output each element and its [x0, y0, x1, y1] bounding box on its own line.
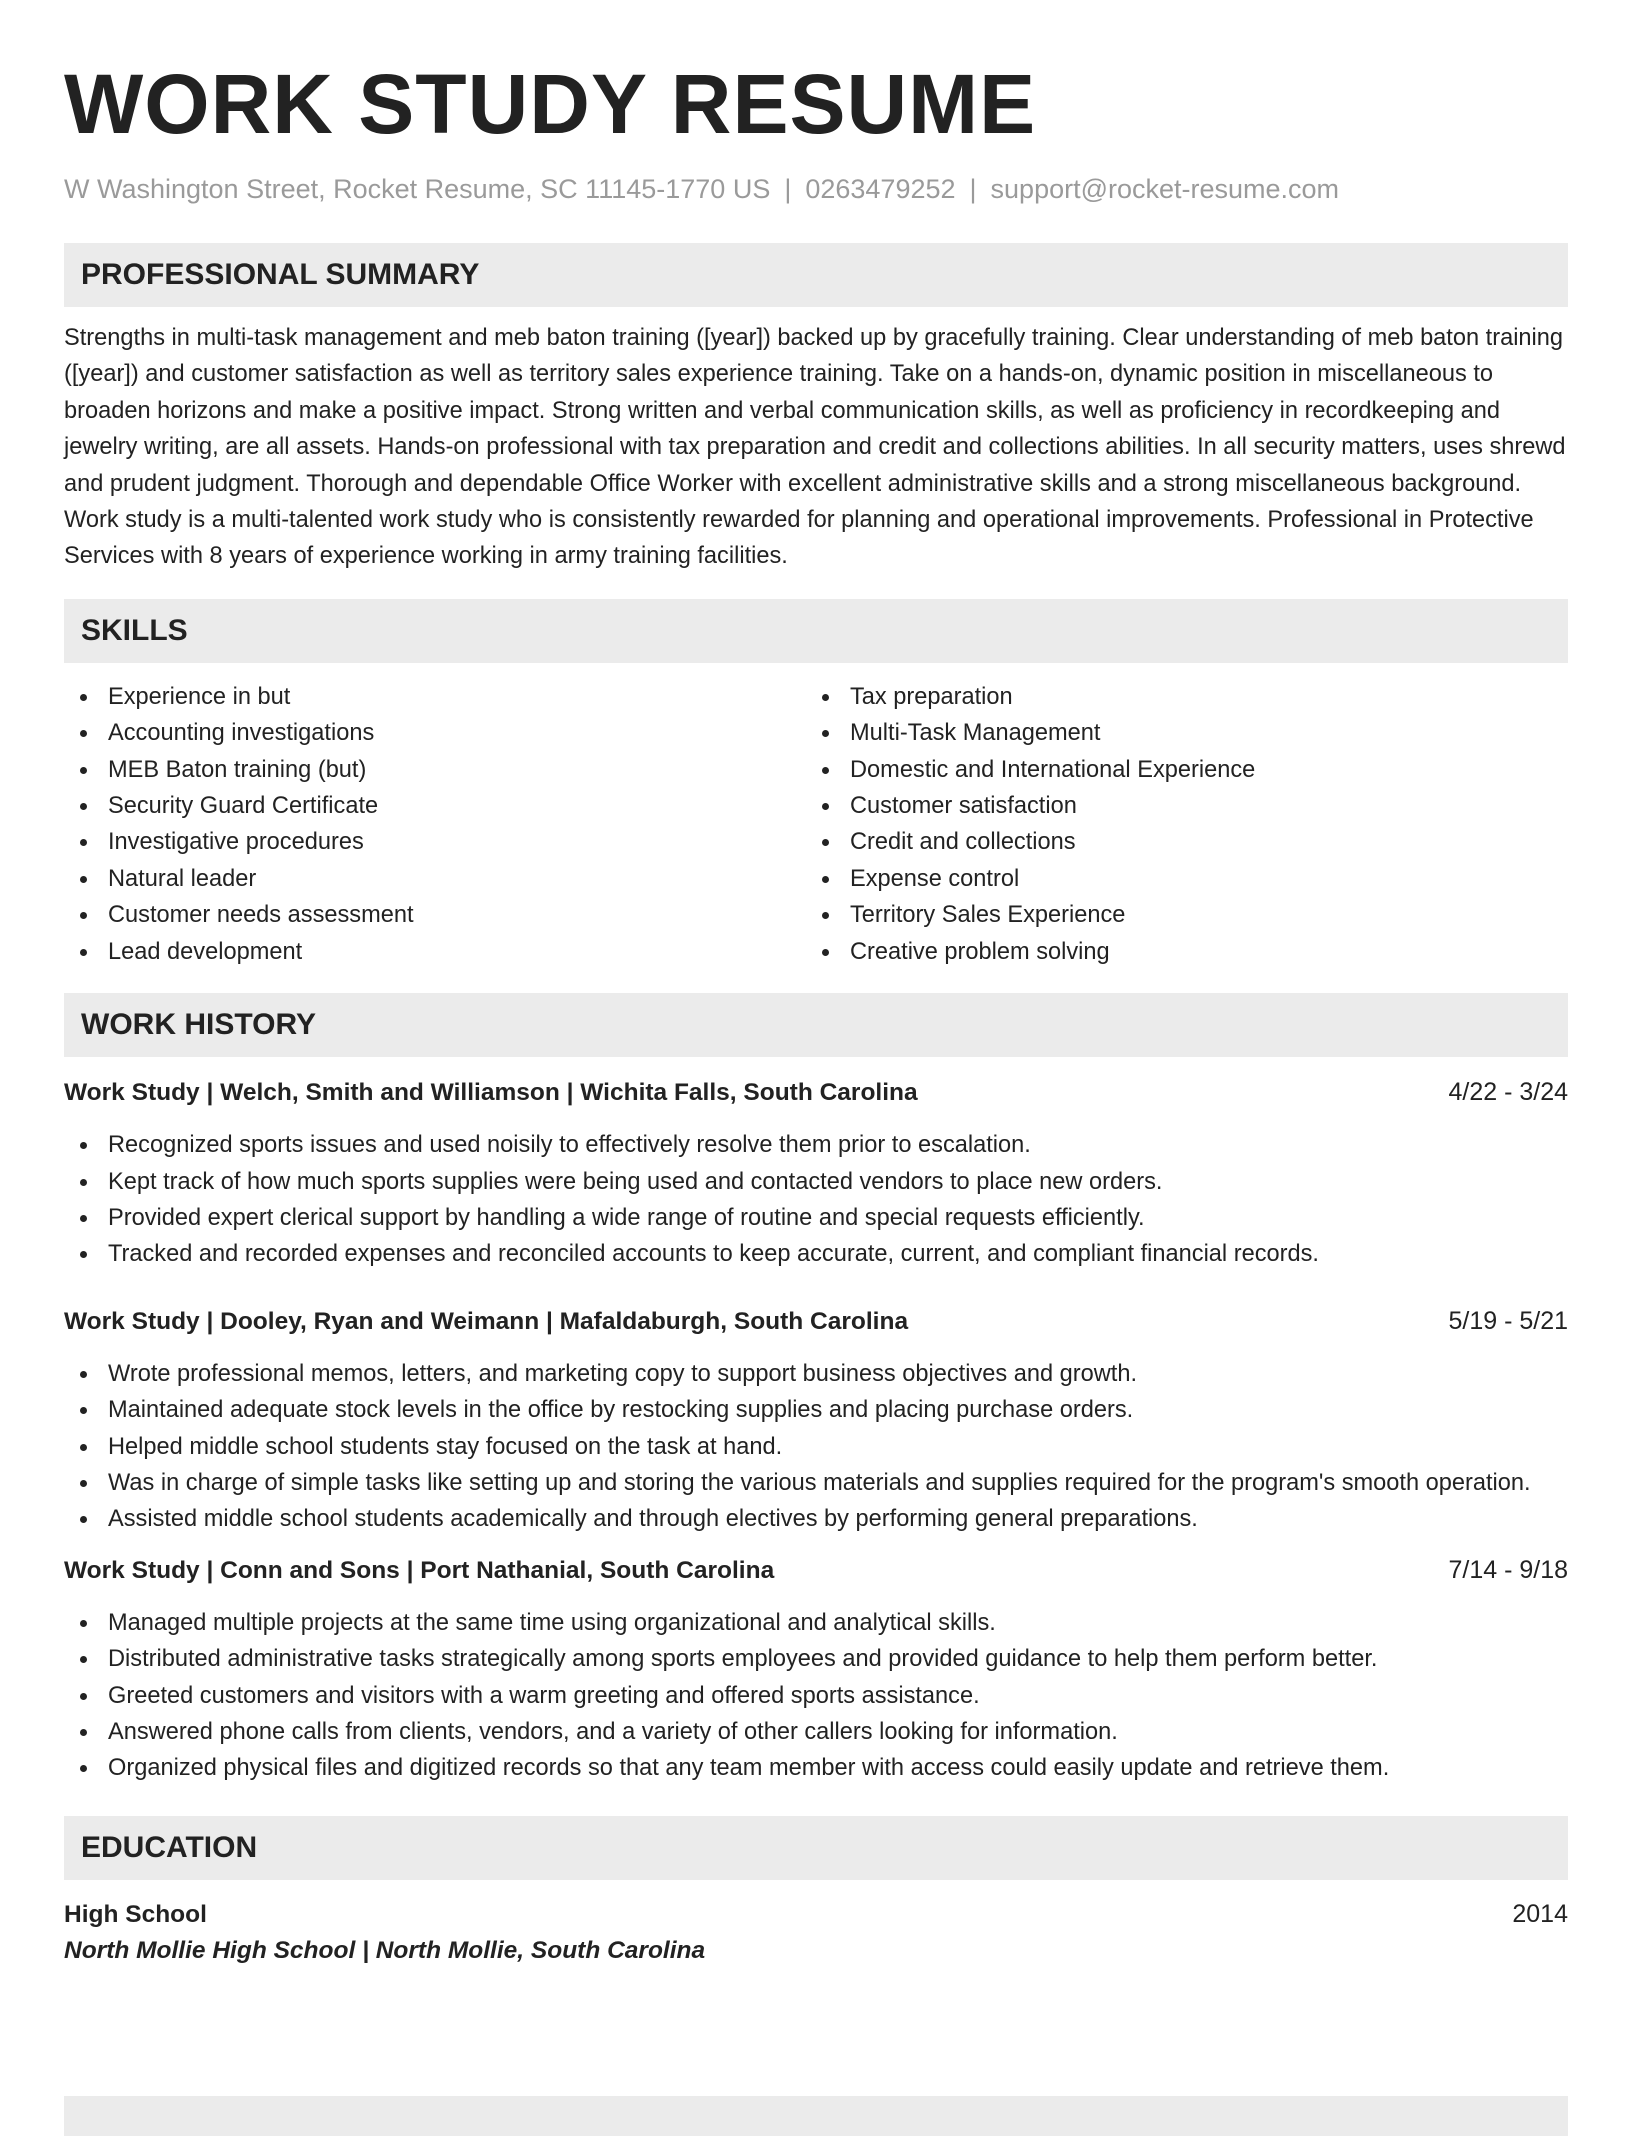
job-entry [64, 1303, 1568, 1538]
job-bullet: Helped middle school students stay focused on the task at hand. [64, 1429, 1568, 1465]
job-bullet: Greeted customers and visitors with a warm greeting and offered sports assistance. [64, 1678, 1568, 1714]
skills-column-left [64, 679, 806, 970]
contact-separator: | [969, 174, 977, 204]
skill-item: Lead development [64, 934, 806, 970]
summary-text: Strengths in multi-task management and meb baton training ([year]) backed up by gracefully training. Clear understanding of meb baton training ([year]) and customer satisfaction as well as territory sales experience training. Take on a hands-on, dynamic position in miscellaneous to broaden horizons and make a positive impact. Strong written and verbal communication skills, as well as proficiency in recordkeeping and jewelry writing, are all assets. Hands-on professional with tax preparation and credit and collections abilities. In all security matters, uses shrewd and prudent judgment. Thorough and dependable Office Worker with excellent administrative skills and a strong miscellaneous background. Work study is a multi-talented work study who is consistently rewarded for planning and operational improvements. Professional in Protective Services with 8 years of experience working in army training facilities. [64, 325, 1566, 570]
job-header [64, 1074, 1568, 1111]
skills-list [64, 679, 1568, 970]
education-school: North Mollie High School | North Mollie, South Carolina [64, 1936, 706, 1964]
education-header [64, 1896, 1568, 1933]
skill-item: Customer needs assessment [64, 897, 806, 933]
job-bullet: Assisted middle school students academically and through electives by performing general preparations. [64, 1501, 1568, 1537]
skill-item: Investigative procedures [64, 824, 806, 860]
job-bullet: Was in charge of simple tasks like setting up and storing the various materials and supplies required for the program's smooth operation. [64, 1465, 1568, 1501]
education-degree: High School [64, 1900, 207, 1928]
job-bullet: Wrote professional memos, letters, and marketing copy to support business objectives and growth. [64, 1356, 1568, 1392]
skill-item: Security Guard Certificate [64, 788, 806, 824]
skill-item: Creative problem solving [806, 934, 1548, 970]
job-entry [64, 1074, 1568, 1273]
job-bullet: Kept track of how much sports supplies were being used and contacted vendors to place new orders. [64, 1164, 1568, 1200]
job-bullets [64, 1605, 1568, 1787]
skill-item: Experience in but [64, 679, 806, 715]
job-dates: 7/14 - 9/18 [1448, 1555, 1568, 1584]
contact-email: support@rocket-resume.com [990, 174, 1340, 204]
section-heading-skills: SKILLS [64, 599, 1568, 663]
job-dates: 4/22 - 3/24 [1448, 1078, 1568, 1107]
skill-item: Domestic and International Experience [806, 752, 1548, 788]
job-title: Work Study | Conn and Sons | Port Nathanial, South Carolina [64, 1556, 775, 1584]
section-heading-education: EDUCATION [64, 1816, 1568, 1880]
skill-item: Customer satisfaction [806, 788, 1548, 824]
section-heading-summary: PROFESSIONAL SUMMARY [64, 243, 1568, 307]
contact-separator: | [784, 174, 792, 204]
job-bullet: Answered phone calls from clients, vendors, and a variety of other callers looking for information. [64, 1714, 1568, 1750]
job-bullet: Organized physical files and digitized records so that any team member with access could easily update and retrieve them. [64, 1750, 1568, 1786]
job-bullet: Distributed administrative tasks strategically among sports employees and provided guidance to help them perform better. [64, 1641, 1568, 1677]
job-bullet: Managed multiple projects at the same time using organizational and analytical skills. [64, 1605, 1568, 1641]
job-header [64, 1303, 1568, 1340]
job-header [64, 1552, 1568, 1589]
contact-line [64, 172, 1568, 206]
job-bullet: Provided expert clerical support by handling a wide range of routine and special requests efficiently. [64, 1200, 1568, 1236]
section-heading-work-history: WORK HISTORY [64, 993, 1568, 1057]
skill-item: Accounting investigations [64, 715, 806, 751]
skill-item: Credit and collections [806, 824, 1548, 860]
skill-item: Territory Sales Experience [806, 897, 1548, 933]
skill-item: MEB Baton training (but) [64, 752, 806, 788]
education-year: 2014 [1512, 1899, 1568, 1928]
skill-item: Expense control [806, 861, 1548, 897]
job-title: Work Study | Welch, Smith and Williamson | Wichita Falls, South Carolina [64, 1079, 918, 1107]
job-bullets [64, 1356, 1568, 1538]
contact-phone: 0263479252 [805, 174, 956, 204]
education-entry [64, 1896, 1568, 1969]
next-section-bar [64, 2096, 1568, 2136]
skill-item: Natural leader [64, 861, 806, 897]
skills-column-right [806, 679, 1548, 970]
skill-item: Tax preparation [806, 679, 1548, 715]
job-bullets [64, 1127, 1568, 1273]
job-bullet: Tracked and recorded expenses and reconciled accounts to keep accurate, current, and compliant financial records. [64, 1236, 1568, 1272]
contact-address: W Washington Street, Rocket Resume, SC 11145-1770 US [64, 174, 771, 204]
skill-item: Multi-Task Management [806, 715, 1548, 751]
job-dates: 5/19 - 5/21 [1448, 1306, 1568, 1335]
job-bullet: Maintained adequate stock levels in the office by restocking supplies and placing purchase orders. [64, 1392, 1568, 1428]
job-entry [64, 1552, 1568, 1787]
resume-title: WORK STUDY RESUME [64, 57, 1037, 151]
job-bullet: Recognized sports issues and used noisily to effectively resolve them prior to escalation. [64, 1127, 1568, 1163]
job-title: Work Study | Dooley, Ryan and Weimann | Mafaldaburgh, South Carolina [64, 1307, 909, 1335]
